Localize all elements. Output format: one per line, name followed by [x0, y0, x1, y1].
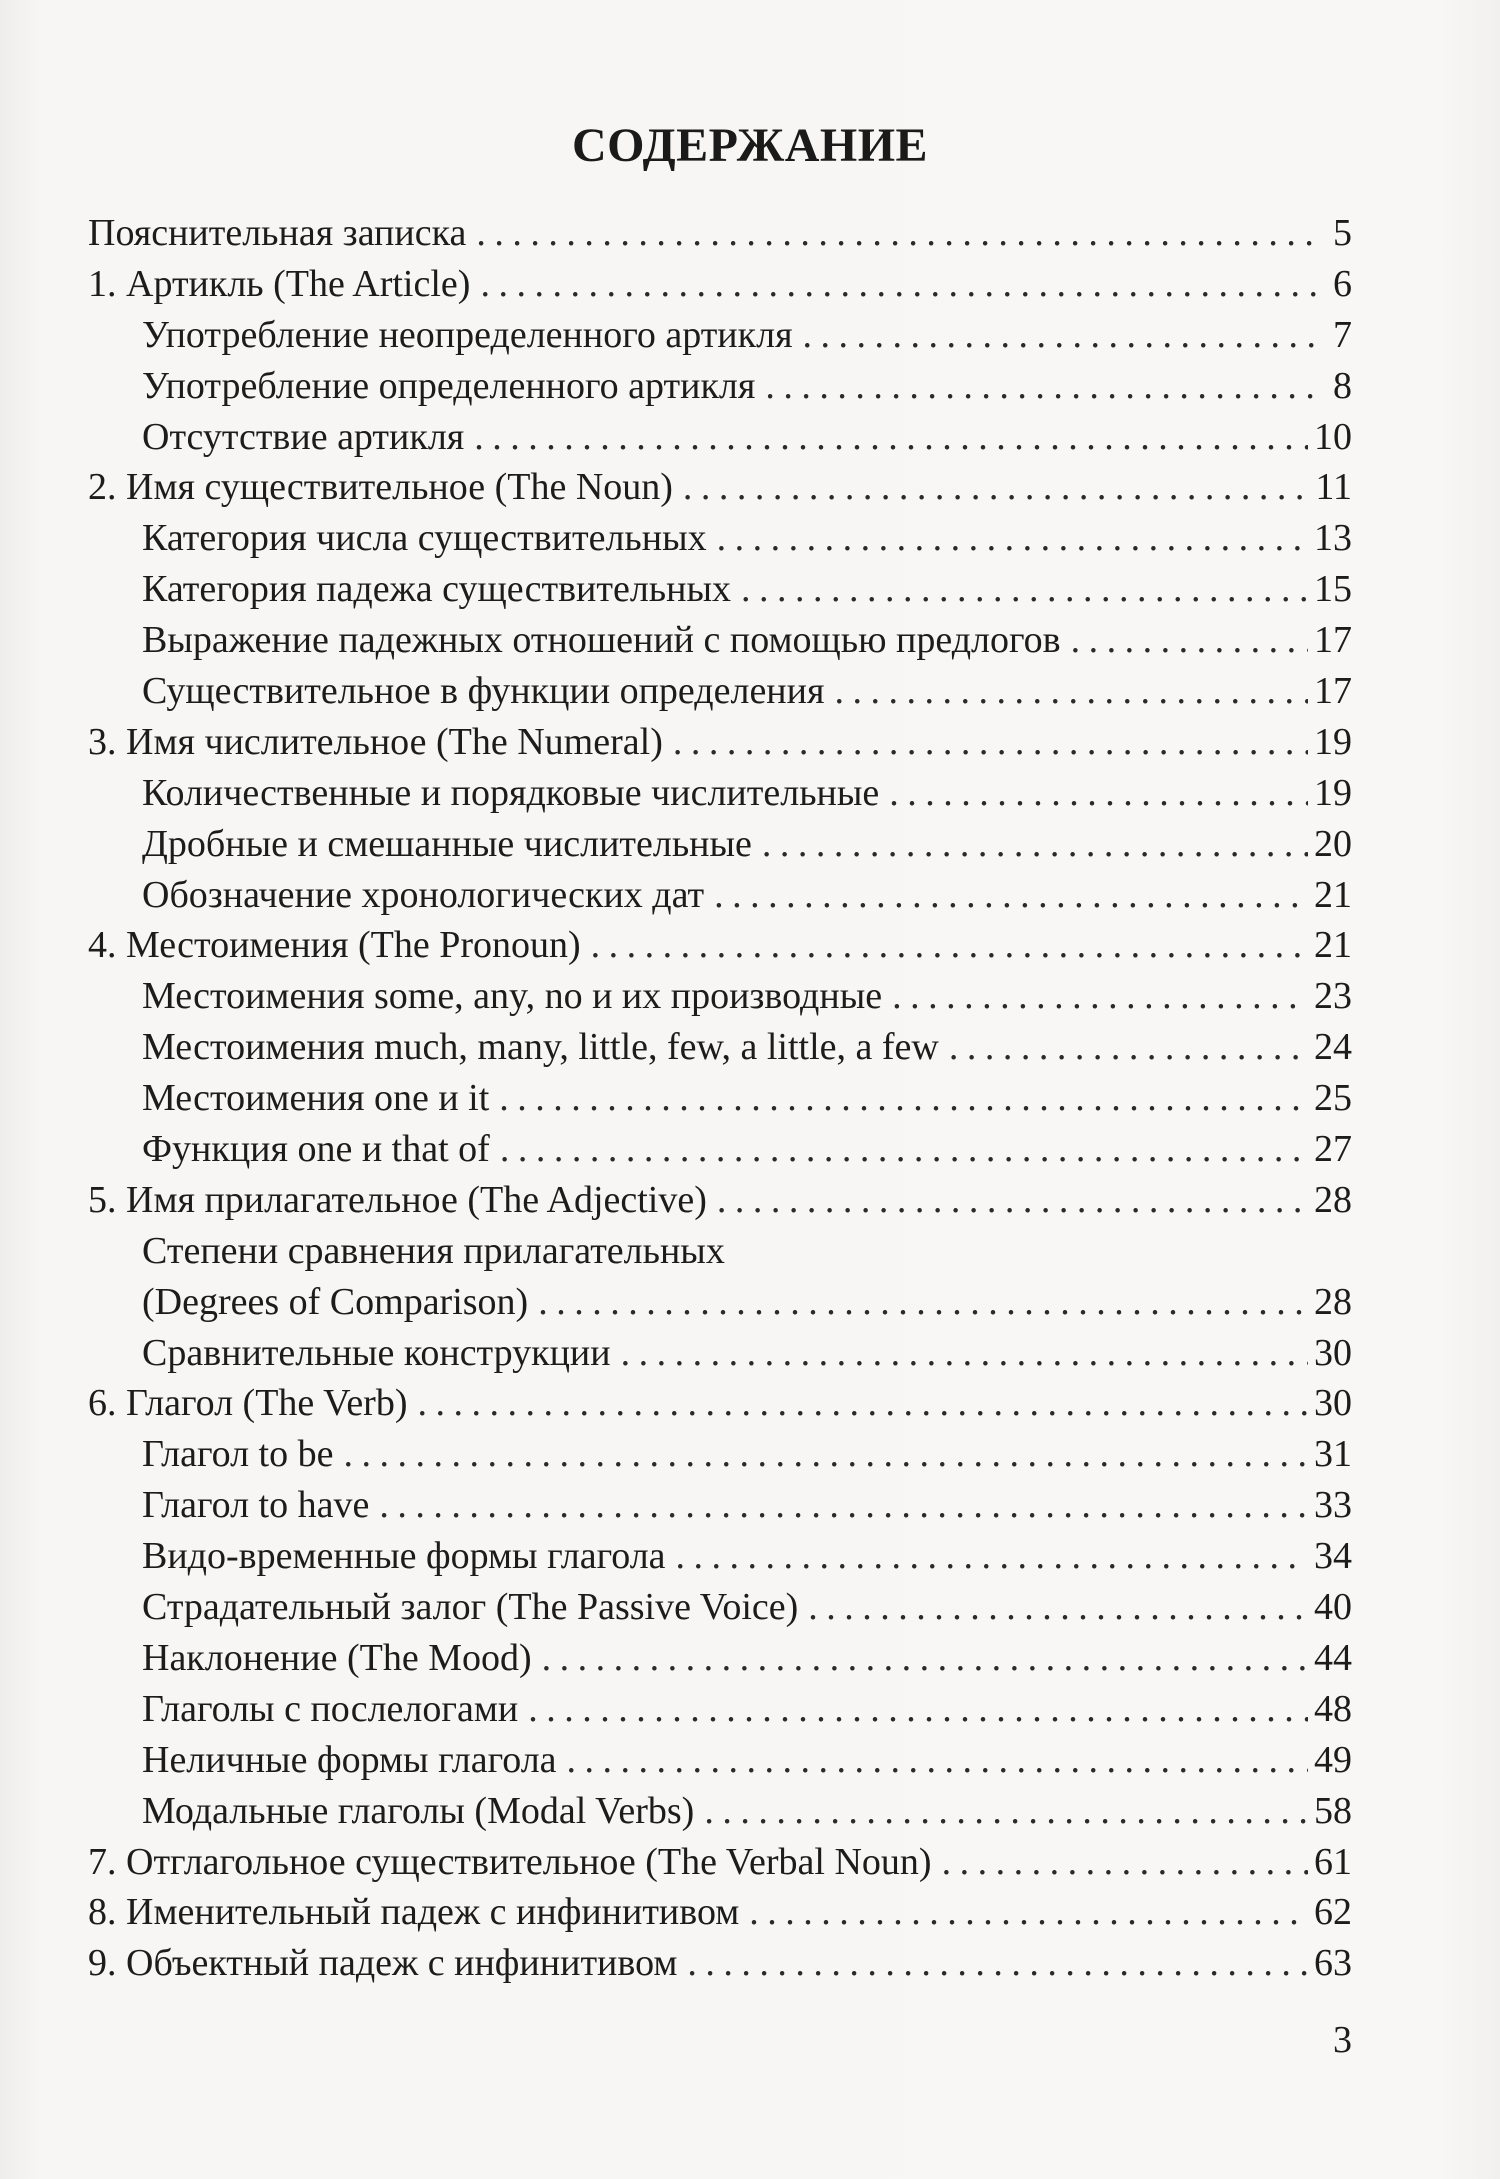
toc-entry — [88, 1887, 1352, 1938]
toc-entry-title: Глагол to have — [142, 1484, 370, 1527]
toc-entry-page: 19 — [1314, 720, 1352, 763]
toc-entry — [88, 1837, 1352, 1888]
toc-entry — [88, 1938, 1352, 1989]
toc-entry — [88, 1022, 1352, 1073]
dot-leader — [500, 1124, 1308, 1175]
toc-entry-title: Наклонение (The Mood) — [142, 1636, 532, 1679]
toc-entry-title: Существительное в функции определения — [142, 670, 825, 713]
dot-leader — [528, 1684, 1308, 1735]
toc-entry — [88, 768, 1352, 819]
dot-leader — [749, 1887, 1308, 1938]
toc-entry-page: 61 — [1314, 1840, 1352, 1883]
toc-entry — [88, 1226, 1352, 1277]
toc-entry-page: 17 — [1314, 619, 1352, 662]
toc-entry-title: Выражение падежных отношений с помощью предлогов — [142, 619, 1061, 662]
toc-entry-title: 1. Артикль (The Article) — [88, 262, 471, 305]
toc-entry — [88, 1786, 1352, 1837]
toc-entry — [88, 259, 1352, 310]
table-of-contents — [88, 208, 1352, 1989]
toc-entry — [88, 1073, 1352, 1124]
toc-entry-title: 6. Глагол (The Verb) — [88, 1382, 408, 1425]
dot-leader — [834, 666, 1308, 717]
toc-entry-title: Модальные глаголы (Modal Verbs) — [142, 1789, 695, 1832]
dot-leader — [942, 1837, 1308, 1888]
toc-entry — [88, 1429, 1352, 1480]
dot-leader — [762, 819, 1308, 870]
toc-entry-page: 20 — [1314, 822, 1352, 865]
toc-entry-page: 24 — [1314, 1026, 1352, 1069]
dot-leader — [591, 920, 1308, 971]
toc-entry — [88, 666, 1352, 717]
dot-leader — [741, 564, 1308, 615]
toc-entry-title: 2. Имя существительное (The Noun) — [88, 466, 673, 509]
toc-entry-page: 27 — [1314, 1128, 1352, 1171]
toc-entry-title: Функция one и that of — [142, 1128, 490, 1171]
dot-leader — [889, 768, 1308, 819]
toc-entry-page: 8 — [1333, 364, 1352, 407]
toc-entry-title: Употребление неопределенного артикля — [142, 313, 793, 356]
toc-entry-title: Категория числа существительных — [142, 517, 707, 560]
toc-entry-page: 28 — [1314, 1280, 1352, 1323]
toc-entry — [88, 819, 1352, 870]
dot-leader — [480, 259, 1316, 310]
toc-entry-title: 5. Имя прилагательное (The Adjective) — [88, 1178, 707, 1221]
toc-entry-page: 10 — [1314, 415, 1352, 458]
toc-entry-page: 63 — [1314, 1942, 1352, 1985]
toc-entry-title: Местоимения much, many, little, few, a little, a few — [142, 1026, 939, 1069]
dot-leader — [687, 1938, 1308, 1989]
toc-entry-title: Местоимения one и it — [142, 1077, 490, 1120]
toc-entry-page: 34 — [1314, 1535, 1352, 1578]
dot-leader — [803, 310, 1316, 361]
toc-entry-page: 62 — [1314, 1891, 1352, 1934]
toc-entry-title: Степени сравнения прилагательных — [142, 1229, 725, 1272]
dot-leader — [892, 971, 1308, 1022]
toc-entry-page: 25 — [1314, 1077, 1352, 1120]
page-number: 3 — [1333, 2019, 1352, 2061]
toc-entry-page: 40 — [1314, 1586, 1352, 1629]
toc-entry-title: Дробные и смешанные числительные — [142, 822, 752, 865]
toc-entry — [88, 1633, 1352, 1684]
toc-entry-page: 58 — [1314, 1789, 1352, 1832]
toc-entry-page: 30 — [1314, 1382, 1352, 1425]
toc-entry-title: Местоимения some, any, no и их производные — [142, 975, 883, 1018]
toc-entry-page: 33 — [1314, 1484, 1352, 1527]
dot-leader — [542, 1633, 1308, 1684]
toc-entry-title: 9. Объектный падеж с инфинитивом — [88, 1942, 678, 1985]
toc-entry-title: 7. Отглагольное существительное (The Verbal Noun) — [88, 1840, 932, 1883]
toc-entry-page: 5 — [1333, 212, 1352, 254]
toc-entry-title: Категория падежа существительных — [142, 568, 731, 611]
dot-leader — [717, 513, 1308, 564]
dot-leader — [379, 1480, 1308, 1531]
toc-entry-page: 19 — [1314, 771, 1352, 814]
toc-entry-page: 44 — [1314, 1636, 1352, 1679]
toc-entry-title: 3. Имя числительное (The Numeral) — [88, 720, 663, 763]
toc-entry — [88, 1735, 1352, 1786]
toc-entry-page: 15 — [1314, 568, 1352, 611]
toc-entry-title: Сравнительные конструкции — [142, 1331, 611, 1374]
toc-entry — [88, 717, 1352, 768]
toc-entry-page: 17 — [1314, 670, 1352, 713]
toc-entry — [88, 361, 1352, 412]
dot-leader — [704, 1786, 1308, 1837]
toc-entry — [88, 1582, 1352, 1633]
toc-entry — [88, 208, 1352, 259]
toc-entry — [88, 920, 1352, 971]
dot-leader — [418, 1378, 1309, 1429]
toc-entry — [88, 462, 1352, 513]
toc-entry-page: 6 — [1333, 262, 1352, 305]
toc-entry-title: Неличные формы глагола — [142, 1738, 557, 1781]
toc-entry-title: Обозначение хронологических дат — [142, 873, 705, 916]
toc-entry-page: 30 — [1314, 1331, 1352, 1374]
dot-leader — [538, 1277, 1308, 1328]
toc-entry — [88, 1328, 1352, 1379]
dot-leader — [343, 1429, 1308, 1480]
dot-leader — [673, 717, 1308, 768]
toc-entry — [88, 412, 1352, 463]
toc-entry-title: (Degrees of Comparison) — [142, 1280, 529, 1323]
dot-leader — [683, 462, 1309, 513]
toc-entry-page: 49 — [1314, 1738, 1352, 1781]
toc-entry-page: 21 — [1314, 873, 1352, 916]
dot-leader — [499, 1073, 1308, 1124]
toc-entry — [88, 971, 1352, 1022]
toc-entry-page: 31 — [1314, 1433, 1352, 1476]
dot-leader — [714, 870, 1308, 921]
toc-entry — [88, 1531, 1352, 1582]
toc-entry — [88, 1480, 1352, 1531]
toc-entry — [88, 1124, 1352, 1175]
toc-entry-title: Страдательный залог (The Passive Voice) — [142, 1586, 799, 1629]
toc-entry-page: 23 — [1314, 975, 1352, 1018]
toc-entry — [88, 1684, 1352, 1735]
toc-entry-title: 4. Местоимения (The Pronoun) — [88, 924, 581, 967]
toc-entry — [88, 513, 1352, 564]
dot-leader — [476, 208, 1316, 259]
toc-entry — [88, 310, 1352, 361]
toc-entry-title: Употребление определенного артикля — [142, 364, 756, 407]
toc-entry — [88, 870, 1352, 921]
toc-entry-title: Глаголы с послелогами — [142, 1687, 519, 1730]
dot-leader — [676, 1531, 1308, 1582]
toc-entry-page: 48 — [1314, 1687, 1352, 1730]
dot-leader — [765, 361, 1316, 412]
toc-entry-page: 11 — [1315, 466, 1352, 509]
toc-entry — [88, 564, 1352, 615]
dot-leader — [949, 1022, 1308, 1073]
toc-entry-title: Глагол to be — [142, 1433, 334, 1476]
toc-entry-page: 7 — [1333, 313, 1352, 356]
toc-entry-page: 13 — [1314, 517, 1352, 560]
dot-leader — [1071, 615, 1308, 666]
dot-leader — [717, 1175, 1308, 1226]
toc-entry-title: Отсутствие артикля — [142, 415, 465, 458]
toc-entry-page: 28 — [1314, 1178, 1352, 1221]
toc-entry — [88, 615, 1352, 666]
toc-entry — [88, 1175, 1352, 1226]
toc-entry — [88, 1277, 1352, 1328]
toc-entry-title: Пояснительная записка — [88, 212, 467, 254]
toc-entry-title: 8. Именительный падеж с инфинитивом — [88, 1891, 740, 1934]
toc-entry — [88, 1378, 1352, 1429]
dot-leader — [567, 1735, 1308, 1786]
toc-entry-title: Количественные и порядковые числительные — [142, 771, 880, 814]
dot-leader — [808, 1582, 1308, 1633]
toc-entry-page: 21 — [1314, 924, 1352, 967]
toc-entry-title: Видо-временные формы глагола — [142, 1535, 666, 1578]
page-title: СОДЕРЖАНИЕ — [571, 119, 929, 172]
dot-leader — [621, 1328, 1308, 1379]
dot-leader — [474, 412, 1308, 463]
